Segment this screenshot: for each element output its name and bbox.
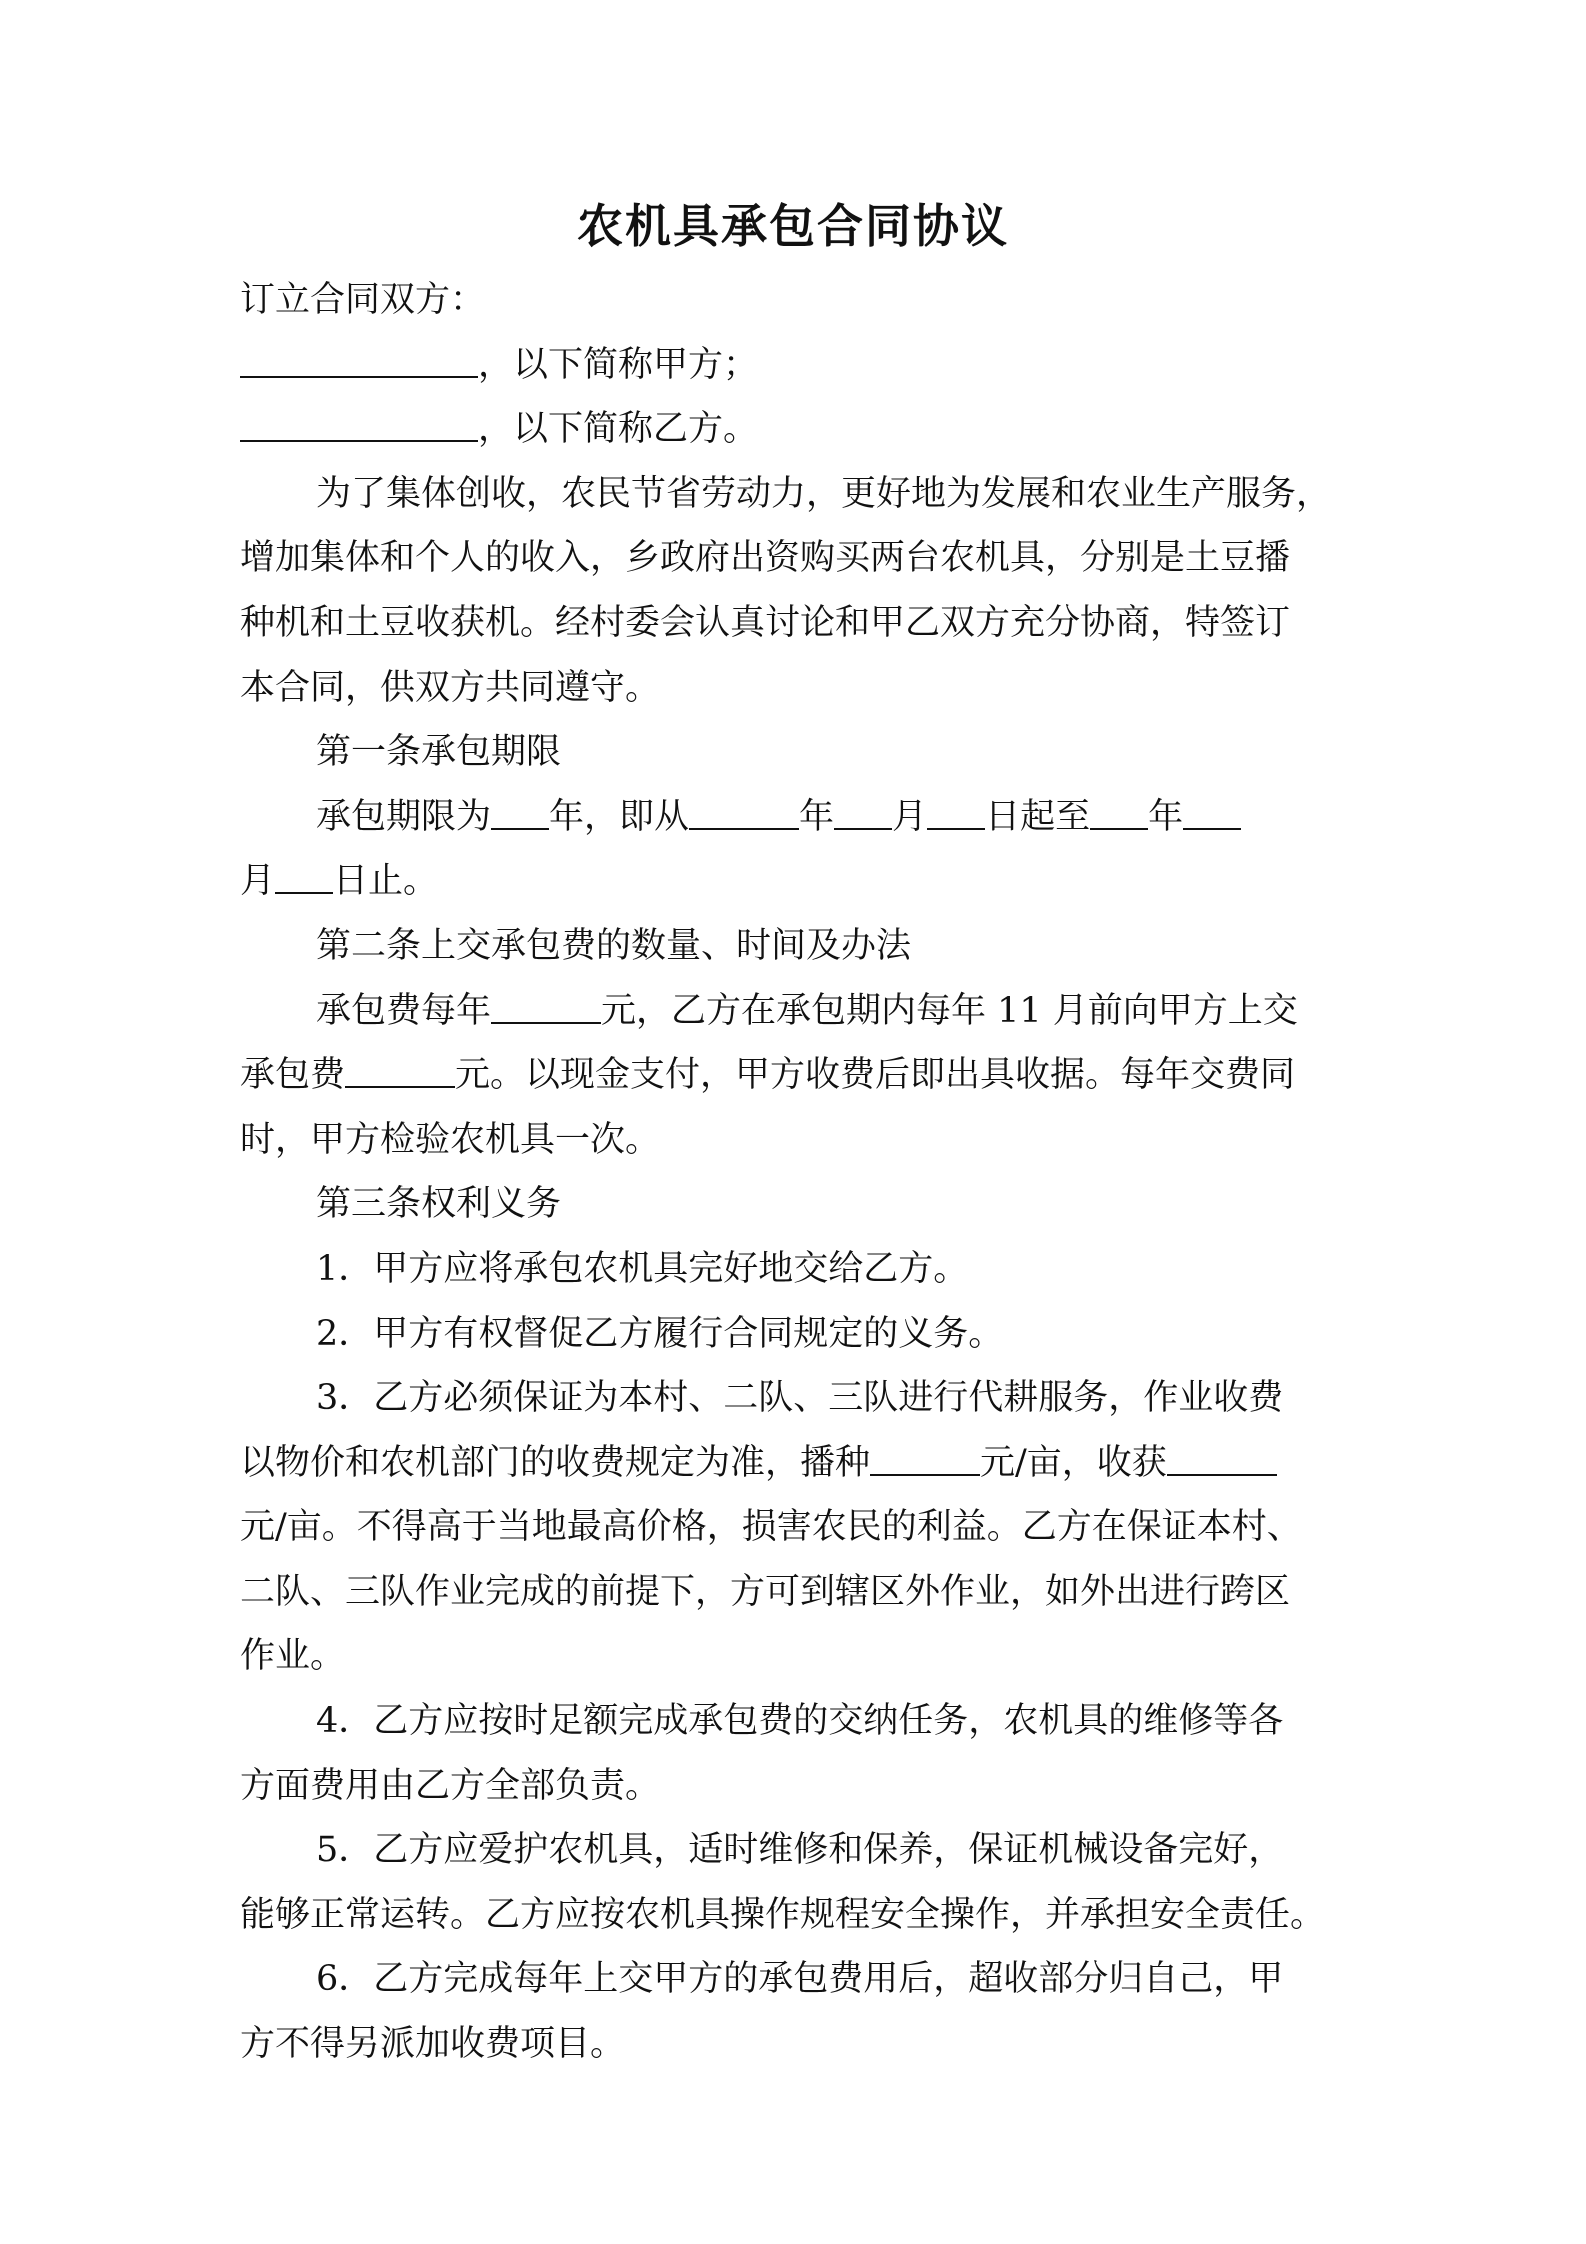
term-text: 年，即从: [549, 796, 690, 837]
term-years-blank[interactable]: [491, 798, 549, 830]
term-text: 承包期限为: [316, 796, 492, 837]
party-a-line: [240, 333, 1360, 398]
clause-line: 二队、三队作业完成的前提下，方可到辖区外作业，如外出进行跨区: [240, 1571, 1291, 1612]
party-a-suffix: ，以下简称甲方；: [478, 344, 759, 385]
end-month-blank[interactable]: [1183, 798, 1241, 830]
fee-text: 元，乙方在承包期内每年 11 月前向甲方上交: [601, 990, 1298, 1031]
sowing-fee-blank[interactable]: [870, 1444, 980, 1476]
clause-text: 以物价和农机部门的收费规定为准，播种: [240, 1442, 871, 1483]
fee-amount-blank[interactable]: [345, 1056, 455, 1088]
clause-item: 4．乙方应按时足额完成承包费的交纳任务，农机具的维修等各: [316, 1701, 1284, 1742]
term-line-2: [240, 849, 1360, 914]
clause-line: 作业。: [240, 1636, 346, 1677]
end-day-blank[interactable]: [275, 862, 333, 894]
clause-item: 5．乙方应爱护农机具，适时维修和保养，保证机械设备完好，: [316, 1830, 1284, 1871]
term-text: 日起至: [985, 796, 1091, 837]
party-a-blank[interactable]: [240, 346, 478, 378]
clause-item: 6．乙方完成每年上交甲方的承包费用后，超收部分归自己，甲: [316, 1959, 1284, 2000]
fee-line-3: 时，甲方检验农机具一次。: [240, 1119, 661, 1160]
end-year-blank[interactable]: [1090, 798, 1148, 830]
party-b-line: [240, 397, 1360, 462]
document-title: 农机具承包合同协议: [577, 199, 1009, 253]
start-month-blank[interactable]: [834, 798, 892, 830]
term-text: 日止。: [333, 861, 439, 902]
clause-line: 能够正常运转。乙方应按农机具操作规程安全操作，并承担安全责任。: [240, 1894, 1326, 1935]
article-1-heading: 第一条承包期限: [316, 732, 562, 773]
start-year-blank[interactable]: [689, 798, 799, 830]
article-3-heading: 第三条权利义务: [316, 1184, 562, 1225]
fee-text: 承包费: [240, 1055, 346, 1096]
clause-text: 元/亩，收获: [980, 1442, 1167, 1483]
clause-line: 方面费用由乙方全部负责。: [240, 1765, 661, 1806]
party-b-suffix: ，以下简称乙方。: [478, 409, 759, 450]
clause-line: 元/亩。不得高于当地最高价格，损害农民的利益。乙方在保证本村、: [240, 1507, 1302, 1548]
preamble-line: 为了集体创收，农民节省劳动力，更好地为发展和农业生产服务，: [316, 473, 1332, 514]
fee-line-1: [240, 979, 1360, 1044]
annual-fee-blank[interactable]: [491, 992, 601, 1024]
term-text: 年: [799, 796, 835, 837]
preamble-line: 本合同，供双方共同遵守。: [240, 667, 661, 708]
preamble-line: 增加集体和个人的收入，乡政府出资购买两台农机具，分别是土豆播: [240, 538, 1291, 579]
start-day-blank[interactable]: [927, 798, 985, 830]
fee-line-2: [240, 1043, 1360, 1108]
clause-line: [240, 1431, 1360, 1496]
article-2-heading: 第二条上交承包费的数量、时间及办法: [316, 925, 912, 966]
clause-item: 1．甲方应将承包农机具完好地交给乙方。: [316, 1248, 969, 1289]
clause-item: 3．乙方必须保证为本村、二队、三队进行代耕服务，作业收费: [316, 1378, 1284, 1419]
term-text: 年: [1148, 796, 1184, 837]
preamble-line: 种机和土豆收获机。经村委会认真讨论和甲乙双方充分协商，特签订: [240, 602, 1291, 643]
term-text: 月: [240, 861, 276, 902]
term-text: 月: [892, 796, 928, 837]
term-line: [240, 785, 1360, 850]
clause-item: 2．甲方有权督促乙方履行合同规定的义务。: [316, 1313, 1004, 1354]
harvest-fee-blank[interactable]: [1167, 1444, 1277, 1476]
party-b-blank[interactable]: [240, 410, 478, 442]
fee-text: 元。以现金支付，甲方收费后即出具收据。每年交费同: [455, 1055, 1296, 1096]
parties-label: 订立合同双方：: [240, 280, 486, 320]
clause-line: 方不得另派加收费项目。: [240, 2024, 626, 2065]
document-body: [240, 268, 1360, 2077]
fee-text: 承包费每年: [316, 990, 492, 1031]
